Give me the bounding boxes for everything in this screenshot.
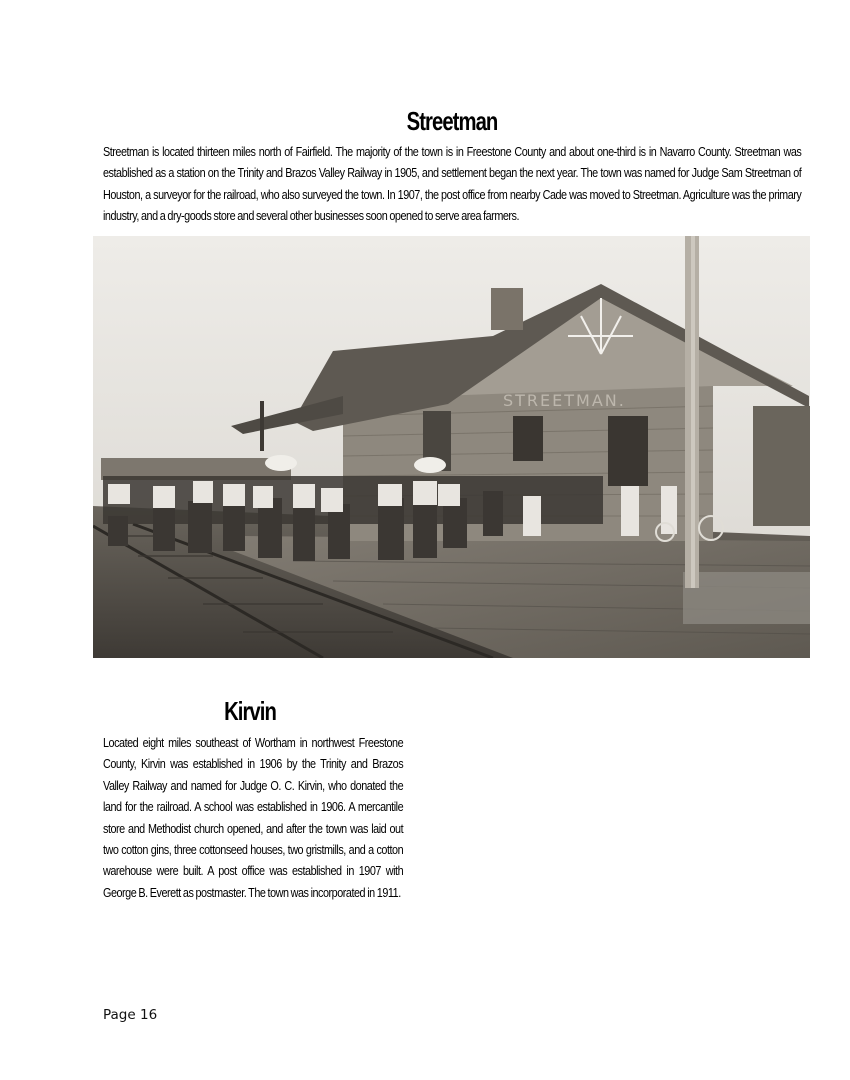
photo-window-left xyxy=(513,416,543,461)
photo-window-right xyxy=(608,416,648,486)
section-body-streetman: Streetman is located thirteen miles north of Fairfield. The majority of the town is in Freestone County and about one-third is in Navarro County. Streetman was established as a station on the Trinity and Brazos Valley Railway in 1905, and settlement began the next year. The town was named for Judge Sam Streetman of Houston, a surveyor for the railroad, who also surveyed the town. In 1907, the post office from nearby Cade was moved to Streetman. Agriculture was the primary industry, and a dry-goods store and several other businesses soon opened to serve area farmers. xyxy=(103,145,802,224)
page-number: Page 16 xyxy=(103,1007,158,1023)
photo-parasol-left xyxy=(265,455,297,471)
photo-lamp-post xyxy=(260,401,264,451)
section-title-streetman: Streetman xyxy=(406,106,498,136)
section-body-kirvin: Located eight miles southeast of Wortham in northwest Freestone County, Kirvin was established in 1906 by the Trinity and Brazos Valley Railway and named for Judge O. C. Kirvin, who donated the land for the railroad. A school was established in 1906. A mercantile store and Methodist church opened, and after the town was laid out two cotton gins, three cottonseed houses, two gristmills, and a cotton warehouse were built. A post office was established in 1907 with George B. Everett as postmaster. The town was incorporated in 1911. xyxy=(103,736,404,900)
photo-freight-car xyxy=(753,406,810,526)
section-title-kirvin: Kirvin xyxy=(224,696,276,726)
photo-depot-sign: STREETMAN. xyxy=(503,391,626,410)
streetman-depot-photo xyxy=(93,236,810,658)
photo-grass xyxy=(683,572,810,624)
photo-chimney xyxy=(491,288,523,330)
photo-parasol-right xyxy=(414,457,446,473)
